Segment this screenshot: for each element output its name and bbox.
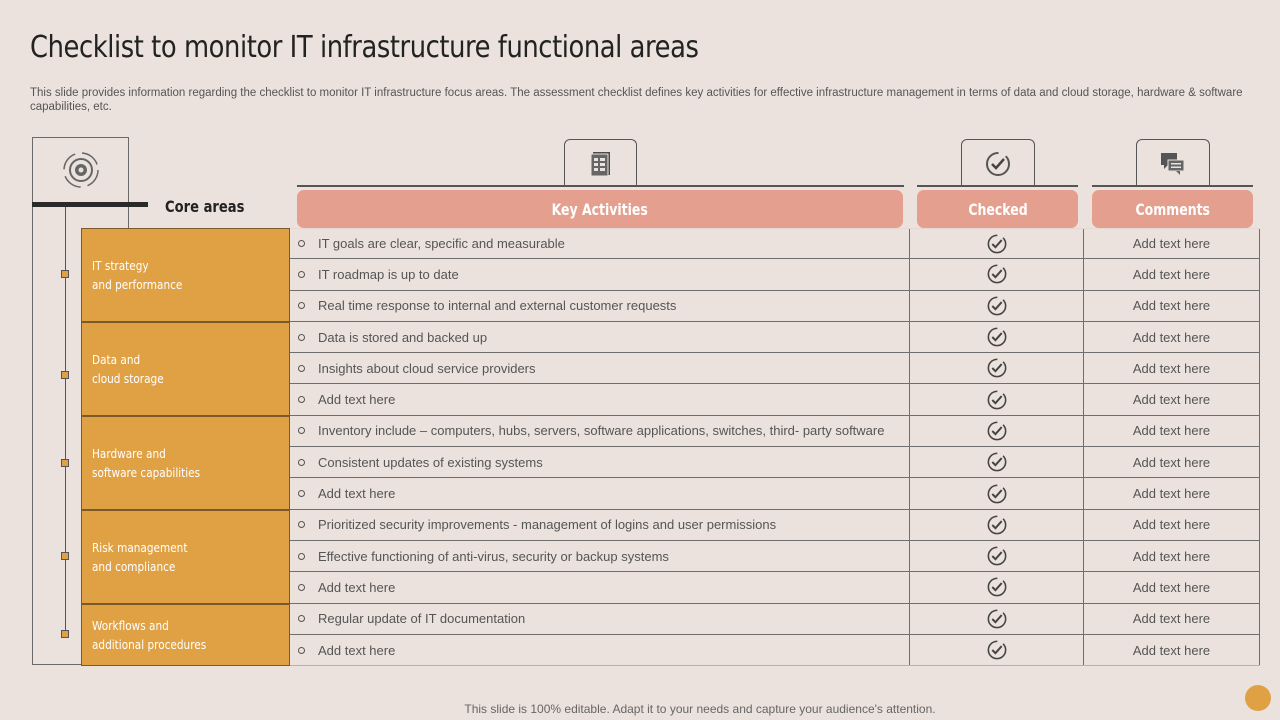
check-circle-icon[interactable] — [910, 572, 1084, 602]
chat-bubbles-icon — [1136, 139, 1210, 187]
table-row — [290, 384, 1260, 415]
core-areas-label: Core areas — [165, 197, 245, 216]
table-row — [290, 416, 1260, 447]
activity-text: Add text here — [318, 579, 396, 595]
core-area-risk-compliance — [81, 510, 290, 604]
header-comments: Comments — [1092, 190, 1253, 228]
bullet-icon — [298, 647, 305, 654]
area-line: and compliance — [92, 559, 176, 574]
timeline-marker — [61, 371, 69, 379]
bullet-icon — [298, 459, 305, 466]
page-subtitle: This slide provides information regarding the checklist to monitor IT infrastructure focus areas. The assessment checklist defines key activities for effective infrastructure management in terms of data and cloud storage, hardware & software capabilities, etc. — [30, 87, 1243, 113]
bullet-icon — [298, 334, 305, 341]
area-line: Hardware and — [92, 446, 166, 461]
area-line: and performance — [92, 277, 183, 292]
comment-cell[interactable]: Add text here — [1084, 604, 1260, 634]
gear-target-icon — [32, 137, 129, 203]
area-line: IT strategy — [92, 258, 149, 273]
bullet-icon — [298, 271, 305, 278]
timeline-marker — [61, 270, 69, 278]
table-row — [290, 572, 1260, 603]
bullet-icon — [298, 615, 305, 622]
comment-cell[interactable]: Add text here — [1084, 384, 1260, 414]
table-row — [290, 353, 1260, 384]
activity-cell — [290, 478, 910, 508]
activity-cell — [290, 384, 910, 414]
table-row — [290, 447, 1260, 478]
bullet-icon — [298, 365, 305, 372]
core-area-hardware-software — [81, 416, 290, 510]
comment-cell[interactable]: Add text here — [1084, 259, 1260, 289]
check-circle-icon[interactable] — [910, 541, 1084, 571]
comment-cell[interactable]: Add text here — [1084, 416, 1260, 446]
check-circle-icon[interactable] — [910, 635, 1084, 665]
bullet-icon — [298, 427, 305, 434]
table-row — [290, 228, 1260, 259]
activity-cell — [290, 229, 910, 258]
comment-cell[interactable]: Add text here — [1084, 510, 1260, 540]
comment-cell[interactable]: Add text here — [1084, 353, 1260, 383]
comment-cell[interactable]: Add text here — [1084, 541, 1260, 571]
activity-text: Data is stored and backed up — [318, 329, 488, 345]
header-rule — [297, 185, 904, 187]
activity-text: IT roadmap is up to date — [318, 266, 459, 282]
activity-text: Real time response to internal and external customer requests — [318, 298, 677, 314]
header-checked: Checked — [917, 190, 1078, 228]
check-circle-icon[interactable] — [910, 510, 1084, 540]
activity-text: Regular update of IT documentation — [318, 611, 526, 627]
timeline-marker — [61, 630, 69, 638]
check-circle-icon[interactable] — [910, 478, 1084, 508]
bullet-icon — [298, 553, 305, 560]
table-row — [290, 604, 1260, 635]
area-line: Data and — [92, 352, 141, 367]
activity-text: Add text here — [318, 642, 396, 658]
check-circle-icon[interactable] — [910, 416, 1084, 446]
core-area-data-storage — [81, 322, 290, 416]
comment-cell[interactable]: Add text here — [1084, 572, 1260, 602]
check-circle-icon — [961, 139, 1035, 187]
activity-text: Add text here — [318, 392, 396, 408]
bullet-icon — [298, 240, 305, 247]
activity-text: Inventory include – computers, hubs, servers, software applications, switches, third- party software — [318, 423, 885, 439]
activity-cell — [290, 259, 910, 289]
comment-cell[interactable]: Add text here — [1084, 291, 1260, 321]
activity-cell — [290, 322, 910, 352]
table-row — [290, 635, 1260, 666]
page-title: Checklist to monitor IT infrastructure functional areas — [30, 30, 699, 65]
header-rule — [917, 185, 1078, 187]
activity-cell — [290, 572, 910, 602]
bullet-icon — [298, 584, 305, 591]
activity-cell — [290, 635, 910, 665]
area-line: Risk management — [92, 540, 188, 555]
header-rule — [1092, 185, 1253, 187]
activity-text: Insights about cloud service providers — [318, 360, 536, 376]
activity-cell — [290, 447, 910, 477]
table-row — [290, 478, 1260, 509]
timeline-marker — [61, 459, 69, 467]
area-line: additional procedures — [92, 637, 207, 652]
table-row — [290, 322, 1260, 353]
core-divider — [32, 202, 148, 207]
activity-text: Prioritized security improvements - management of logins and user permissions — [318, 517, 777, 533]
check-circle-icon[interactable] — [910, 384, 1084, 414]
check-circle-icon[interactable] — [910, 291, 1084, 321]
checklist-table — [290, 228, 1260, 666]
comment-cell[interactable]: Add text here — [1084, 447, 1260, 477]
bullet-icon — [298, 490, 305, 497]
activity-text: Add text here — [318, 486, 396, 502]
activity-cell — [290, 510, 910, 540]
check-circle-icon[interactable] — [910, 447, 1084, 477]
activity-text: Consistent updates of existing systems — [318, 454, 543, 470]
comment-cell[interactable]: Add text here — [1084, 635, 1260, 665]
area-line: Workflows and — [92, 618, 169, 633]
activity-cell — [290, 541, 910, 571]
table-row — [290, 510, 1260, 541]
bullet-icon — [298, 302, 305, 309]
comment-cell[interactable]: Add text here — [1084, 229, 1260, 258]
bullet-icon — [298, 396, 305, 403]
check-circle-icon[interactable] — [910, 604, 1084, 634]
activity-text: Effective functioning of anti-virus, security or backup systems — [318, 548, 669, 564]
decorative-dot — [1245, 685, 1271, 711]
check-circle-icon[interactable] — [910, 322, 1084, 352]
activity-cell — [290, 416, 910, 446]
area-line: cloud storage — [92, 371, 164, 386]
table-row — [290, 259, 1260, 290]
activity-cell — [290, 604, 910, 634]
comment-cell[interactable]: Add text here — [1084, 322, 1260, 352]
table-row — [290, 541, 1260, 572]
check-circle-icon[interactable] — [910, 229, 1084, 258]
activity-cell — [290, 353, 910, 383]
activity-cell — [290, 291, 910, 321]
footer-note: This slide is 100% editable. Adapt it to your needs and capture your audience's attention. — [464, 702, 936, 716]
check-circle-icon[interactable] — [910, 353, 1084, 383]
document-list-icon — [564, 139, 637, 187]
bullet-icon — [298, 521, 305, 528]
timeline-marker — [61, 552, 69, 560]
table-row — [290, 291, 1260, 322]
core-area-workflows — [81, 604, 290, 666]
area-line: software capabilities — [92, 465, 201, 480]
core-area-it-strategy — [81, 228, 290, 322]
check-circle-icon[interactable] — [910, 259, 1084, 289]
activity-text: IT goals are clear, specific and measurable — [318, 236, 565, 252]
comment-cell[interactable]: Add text here — [1084, 478, 1260, 508]
header-key-activities: Key Activities — [297, 190, 903, 228]
